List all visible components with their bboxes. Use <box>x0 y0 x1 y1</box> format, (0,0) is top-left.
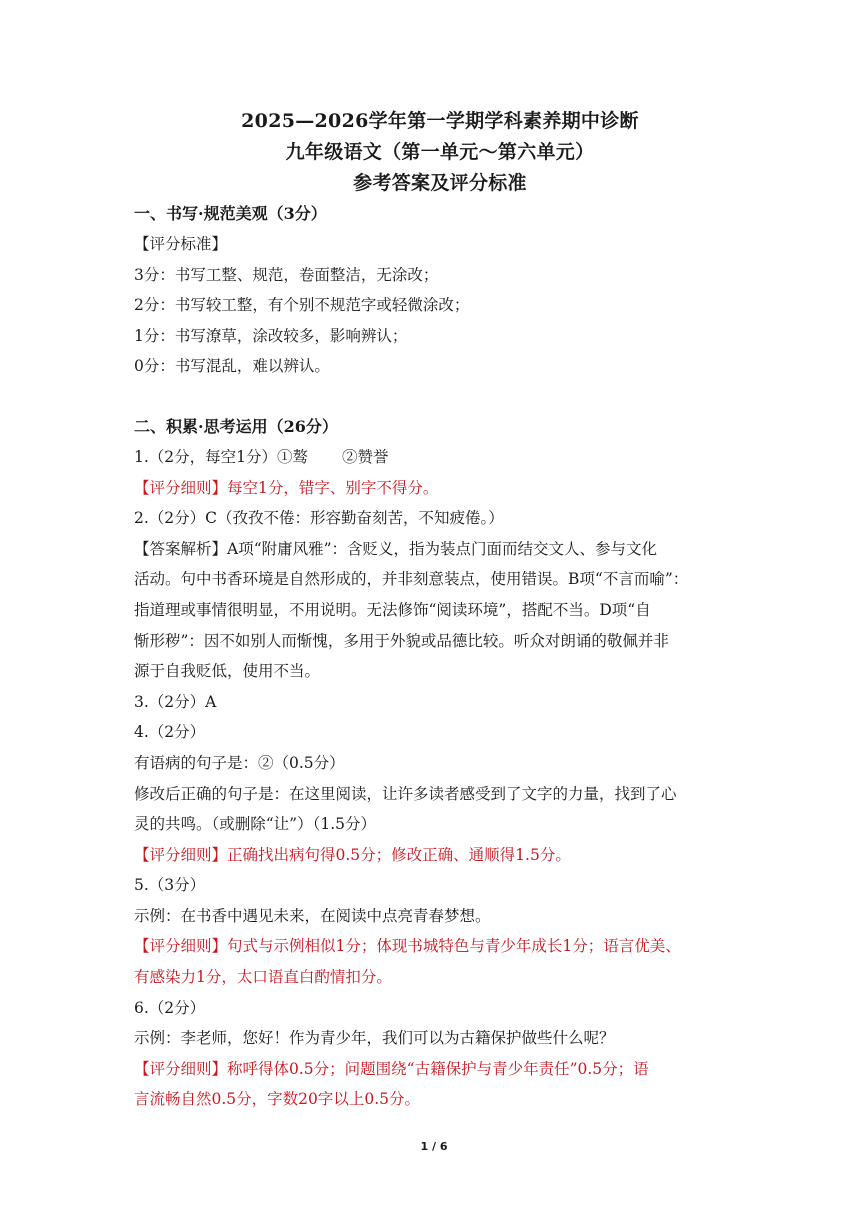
q2-analysis-line: 源于自我贬低，使用不当。 <box>134 662 321 681</box>
q4-stem: 4.（2分） <box>134 723 206 742</box>
section1-item: 3分：书写工整、规范，卷面整洁，无涂改； <box>134 265 439 284</box>
q5-rule-label: 【评分细则】 <box>134 937 228 956</box>
page-number: 1 / 6 <box>420 1140 448 1153</box>
q2-analysis-line: 惭形秽”：因不如别人而惭愧，多用于外貌或品德比较。听众对朗诵的敬佩并非 <box>134 631 669 650</box>
q2-analysis-line <box>134 534 746 565</box>
q1-stem: 1.（2分，每空1分）①骜 <box>134 447 309 466</box>
section1-item: 1分：书写潦草，涂改较多，影响辨认； <box>134 326 408 345</box>
document-title-line3: 参考答案及评分标准 <box>353 172 527 194</box>
q4-rule <box>134 840 746 871</box>
q2-analysis-line: 指道理或事情很明显，不用说明。无法修饰“阅读环境”，搭配不当。D项“自 <box>134 600 651 619</box>
section2-heading: 二、积累·思考运用（26分） <box>134 416 338 436</box>
q6-rule-line2: 言流畅自然0.5分，字数20字以上0.5分。 <box>134 1090 421 1109</box>
section1-heading: 一、书写·规范美观（3分） <box>134 204 327 223</box>
q1-answer <box>134 442 746 473</box>
section1-item: 0分：书写混乱，难以辨认。 <box>134 357 330 376</box>
q5-rule-line2: 有感染力1分，太口语直白酌情扣分。 <box>134 968 392 987</box>
q6-stem: 6.（2分） <box>134 998 206 1017</box>
section1-item: 2分：书写较工整，有个别不规范字或轻微涂改； <box>134 296 470 315</box>
q1-rule <box>134 473 746 504</box>
q2-analysis-text: A项“附庸风雅”：含贬义，指为装点门面而结交文人、参与文化 <box>227 539 658 558</box>
q5-rule-text: 句式与示例相似1分；体现书城特色与青少年成长1分；语言优美、 <box>227 937 681 956</box>
q5-example: 示例：在书香中遇见未来，在阅读中点亮青春梦想。 <box>134 906 491 925</box>
document-title-line1: 2025—2026学年第一学期学科素养期中诊断 <box>241 110 639 132</box>
q2-analysis-line: 活动。句中书香环境是自然形成的，并非刻意装点，使用错误。B项“不言而喻”： <box>134 570 689 589</box>
document-title-line2: 九年级语文（第一单元～第六单元） <box>285 141 595 163</box>
q4-rule-label: 【评分细则】 <box>134 845 228 864</box>
q1-rule-text: 每空1分，错字、别字不得分。 <box>227 478 439 497</box>
q6-rule-label: 【评分细则】 <box>134 1059 228 1078</box>
q6-example: 示例：李老师，您好！作为青少年，我们可以为古籍保护做些什么呢？ <box>134 1029 615 1048</box>
section1-standard-label: 【评分标准】 <box>134 235 228 253</box>
q1-rule-label: 【评分细则】 <box>134 478 228 497</box>
q4-rule-text: 正确找出病句得0.5分；修改正确、通顺得1.5分。 <box>227 845 571 864</box>
q5-stem: 5.（3分） <box>134 876 206 895</box>
document-page <box>134 106 746 1115</box>
q5-rule <box>134 931 746 962</box>
q6-rule <box>134 1054 746 1085</box>
q2-stem: 2.（2分）C（孜孜不倦：形容勤奋刻苦，不知疲倦。） <box>134 509 504 528</box>
section-spacer <box>134 382 746 412</box>
q2-analysis-label: 【答案解析】 <box>134 539 228 558</box>
q4-line: 灵的共鸣。（或删除“让”）（1.5分） <box>134 815 376 834</box>
q4-line: 修改后正确的句子是：在这里阅读，让许多读者感受到了文字的力量，找到了心 <box>134 784 677 803</box>
q3-stem: 3.（2分）A <box>134 692 217 711</box>
q6-rule-text: 称呼得体0.5分；问题围绕“古籍保护与青少年责任”0.5分；语 <box>227 1059 649 1078</box>
q1-answer2: ②赞誉 <box>342 447 389 466</box>
q4-line: 有语病的句子是：②（0.5分） <box>134 753 345 772</box>
